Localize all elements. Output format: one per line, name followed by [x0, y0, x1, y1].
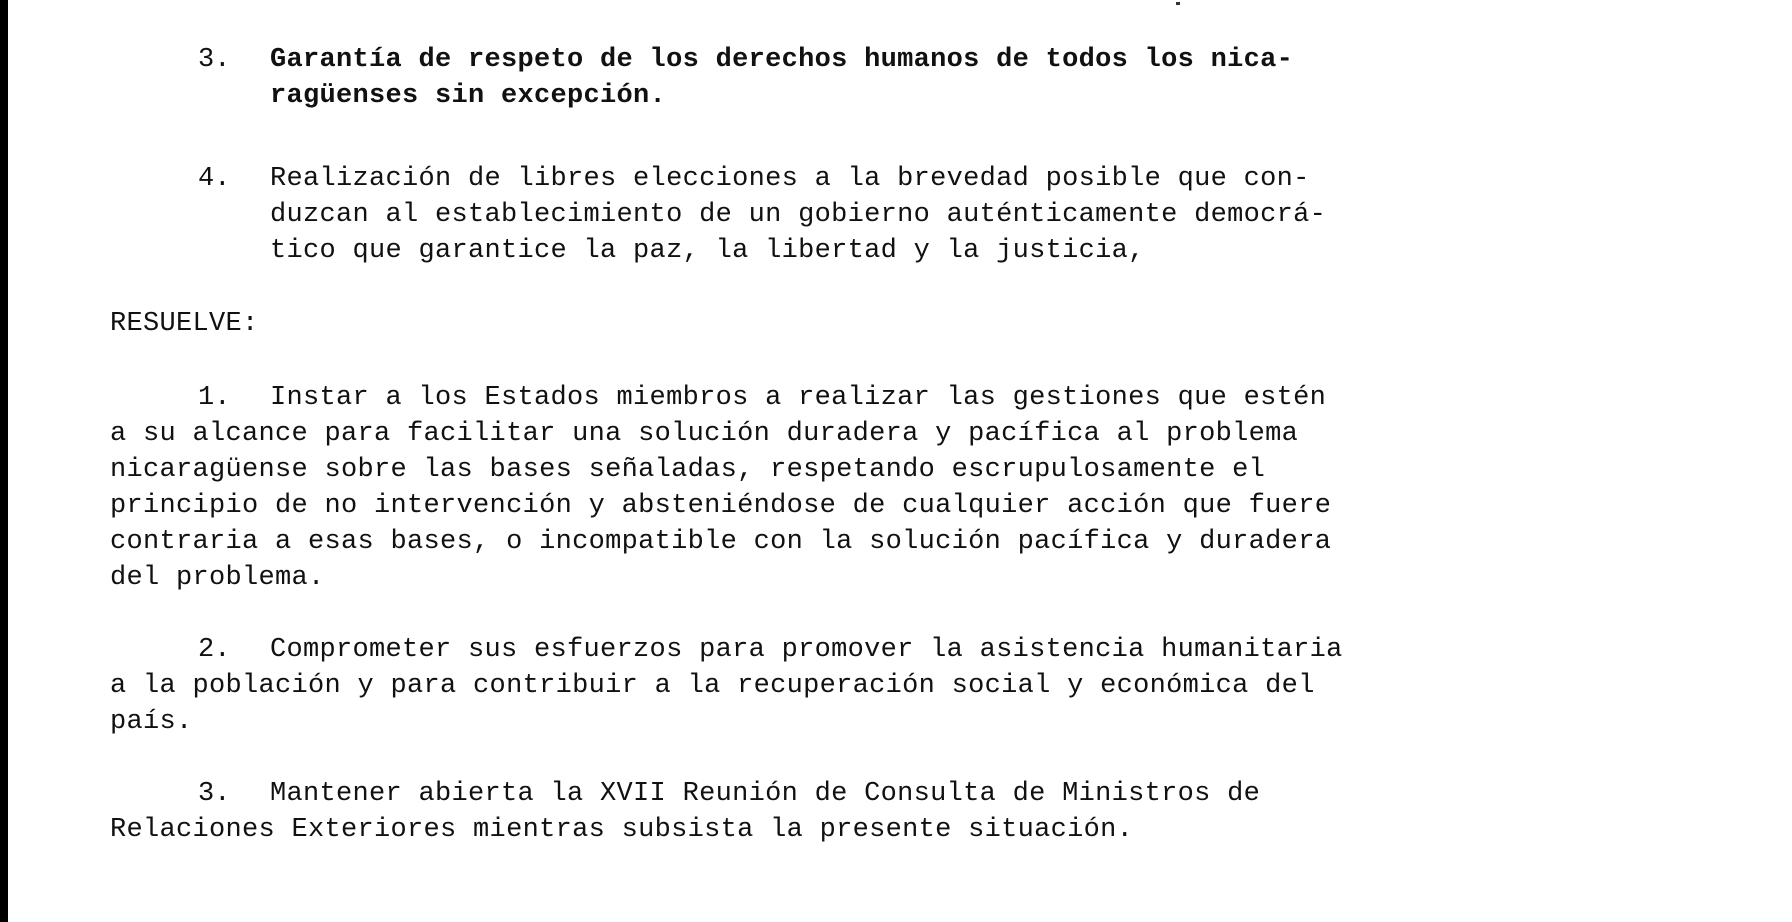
resolution-number: 2. — [198, 635, 231, 665]
resolution-line: a la población y para contribuir a la recuperación social y económica del — [110, 671, 1315, 701]
resolution-line: Relaciones Exteriores mientras subsista la presente situación. — [110, 815, 1134, 845]
item-number: 4. — [198, 164, 231, 194]
resolution-line: nicaragüense sobre las bases señaladas, respetando escrupulosamente el — [110, 455, 1266, 485]
item-text-line: duzcan al establecimiento de un gobierno auténticamente democrá- — [270, 200, 1327, 230]
resolution-line: del problema. — [110, 563, 325, 593]
resolution-line: contraria a esas bases, o incompatible con la solución pacífica y duradera — [110, 527, 1332, 557]
resolution-number: 3. — [198, 779, 231, 809]
resolves-heading: RESUELVE: — [110, 309, 259, 339]
resolution-first-line: Instar a los Estados miembros a realizar las gestiones que estén — [270, 383, 1327, 413]
item-text-line: tico que garantice la paz, la libertad y la justicia, — [270, 236, 1145, 266]
resolution-first-line: Mantener abierta la XVII Reunión de Consulta de Ministros de — [270, 779, 1261, 809]
resolution-line: a su alcance para facilitar una solución duradera y pacífica al problema — [110, 419, 1299, 449]
item-number: 3. — [198, 45, 231, 75]
resolution-number: 1. — [198, 383, 231, 413]
resolution-first-line: Comprometer sus esfuerzos para promover la asistencia humanitaria — [270, 635, 1343, 665]
item-text-line: ragüenses sin excepción. — [270, 81, 667, 111]
item-text-line: Garantía de respeto de los derechos humanos de todos los nica- — [270, 45, 1294, 75]
resolution-line: principio de no intervención y absteniéndose de cualquier acción que fuere — [110, 491, 1332, 521]
resolution-line: país. — [110, 707, 193, 737]
item-text-line: Realización de libres elecciones a la brevedad posible que con- — [270, 164, 1310, 194]
